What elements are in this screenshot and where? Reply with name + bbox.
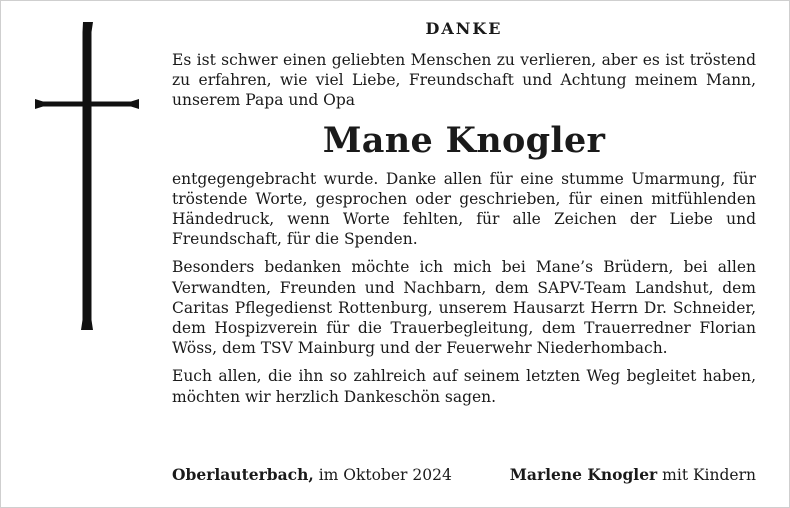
- date: im Oktober 2024: [318, 466, 452, 484]
- deceased-name: Mane Knogler: [322, 119, 606, 161]
- signer-name: Marlene Knogler: [509, 465, 658, 484]
- signature: [510, 464, 756, 486]
- signer-suffix: mit Kindern: [662, 466, 756, 484]
- body-paragraph-1: entgegengebracht wurde. Danke allen für eine stumme Umarmung, für tröstende Worte, gesprochen oder geschrieben, für einen mitfühlenden Händedruck, wenn Worte fehlten, für alle Zeichen der Liebe und Freundschaft, für die Spenden.: [172, 169, 756, 249]
- place-date: [172, 464, 452, 486]
- notice-content: [172, 18, 756, 415]
- intro-paragraph: Es ist schwer einen geliebten Menschen zu verlieren, aber es ist tröstend zu erfahren, wie viel Liebe, Freundschaft und Achtung meinem Mann, unserem Papa und Opa: [172, 51, 756, 110]
- notice-heading: DANKE: [425, 19, 503, 38]
- christian-cross-icon: [35, 22, 139, 330]
- place: Oberlauterbach,: [172, 465, 314, 484]
- notice-footer: [172, 464, 756, 486]
- body-paragraph-3: Euch allen, die ihn so zahlreich auf seinem letzten Weg begleitet haben, möchten wir herzlich Dankeschön sagen.: [172, 367, 756, 406]
- body-paragraph-2: Besonders bedanken möchte ich mich bei Mane’s Brüdern, bei allen Verwandten, Freunden und Nachbarn, dem SAPV-Team Landshut, dem Caritas Pflegedienst Rottenburg, unserem Hausarzt Herrn Dr. Schneider, dem Hospizverein für die Trauerbegleitung, dem Trauerredner Florian Wöss, dem TSV Mainburg und der Feuerwehr Niederhombach.: [172, 258, 756, 358]
